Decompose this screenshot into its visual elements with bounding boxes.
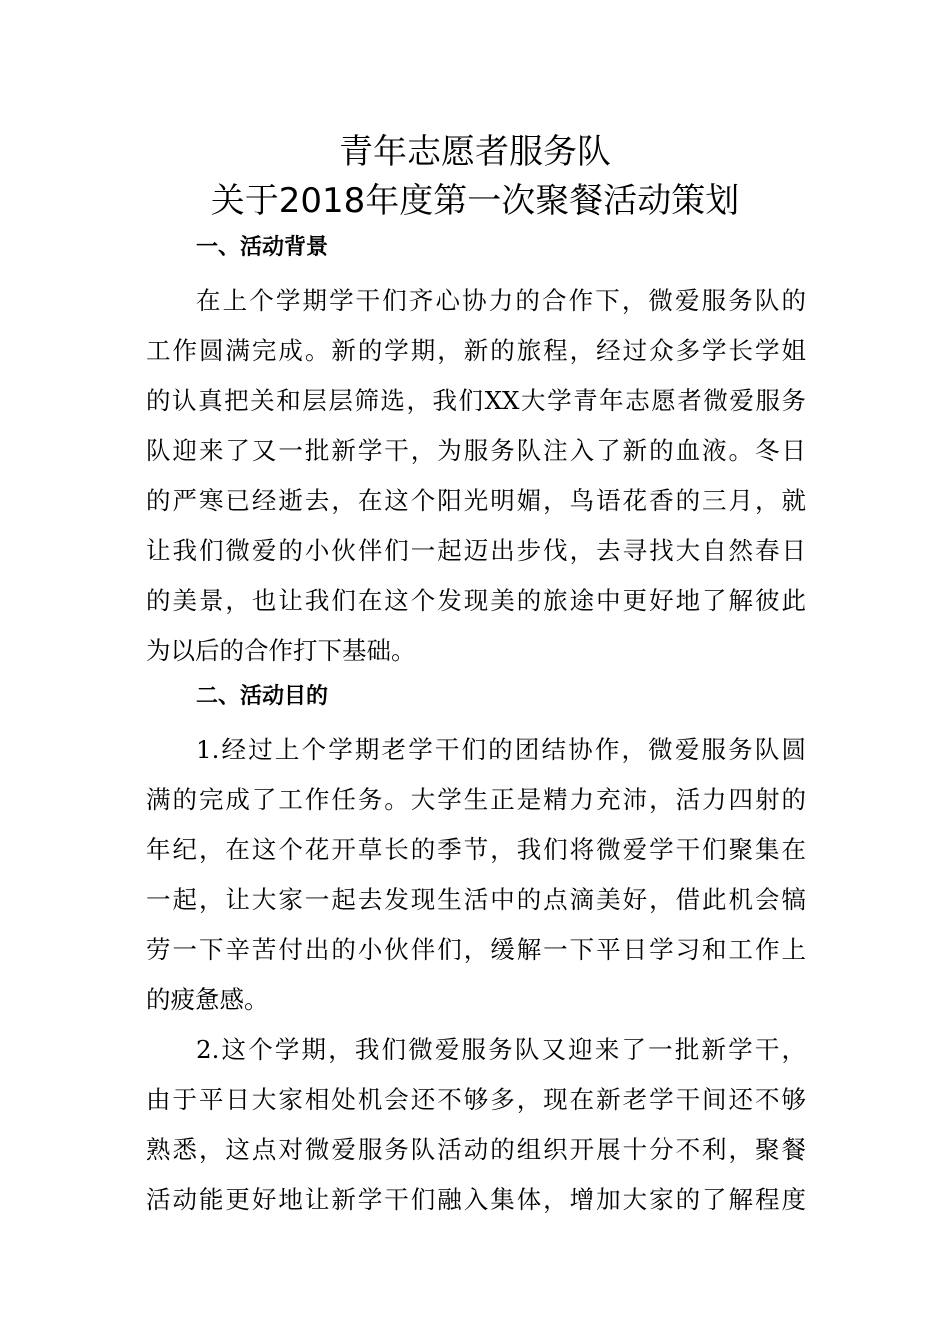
paragraph-line: 熟悉，这点对微爱服务队活动的组织开展十分不利，聚餐 [146, 1135, 806, 1164]
document-subtitle: 关于2018年度第一次聚餐活动策划 [210, 181, 740, 221]
paragraph-line: 年纪，在这个花开草长的季节，我们将微爱学干们聚集在 [146, 835, 806, 864]
section-heading-purpose: 二、活动目的 [196, 684, 329, 709]
paragraph-line: 一起，让大家一起去发现生活中的点滴美好，借此机会犒 [146, 885, 806, 914]
paragraph-line: 工作圆满完成。新的学期，新的旅程，经过众多学长学姐 [146, 336, 806, 365]
paragraph-line: 的疲惫感。 [146, 985, 269, 1014]
paragraph-line: 的认真把关和层层筛选，我们XX大学青年志愿者微爱服务 [146, 386, 806, 415]
paragraph-line: 队迎来了又一批新学干，为服务队注入了新的血液。冬日 [146, 436, 806, 465]
paragraph-line: 2.这个学期，我们微爱服务队又迎来了一批新学干， [196, 1035, 806, 1064]
paragraph-line: 在上个学期学干们齐心协力的合作下，微爱服务队的 [196, 286, 806, 315]
paragraph-line: 劳一下辛苦付出的小伙伴们，缓解一下平日学习和工作上 [146, 935, 806, 964]
paragraph-line: 的美景，也让我们在这个发现美的旅途中更好地了解彼此 [146, 586, 806, 615]
paragraph-line: 活动能更好地让新学干们融入集体，增加大家的了解程度 [146, 1185, 806, 1214]
paragraph-line: 1.经过上个学期老学干们的团结协作，微爱服务队圆 [196, 735, 806, 764]
paragraph-line: 满的完成了工作任务。大学生正是精力充沛，活力四射的 [146, 785, 806, 814]
section-heading-background: 一、活动背景 [196, 235, 329, 260]
paragraph-line: 为以后的合作打下基础。 [146, 636, 416, 665]
document-title: 青年志愿者服务队 [339, 132, 611, 172]
paragraph-line: 由于平日大家相处机会还不够多，现在新老学干间还不够 [146, 1085, 806, 1114]
paragraph-line: 让我们微爱的小伙伴们一起迈出步伐，去寻找大自然春日 [146, 536, 806, 565]
paragraph-line: 的严寒已经逝去，在这个阳光明媚，鸟语花香的三月，就 [146, 486, 806, 515]
